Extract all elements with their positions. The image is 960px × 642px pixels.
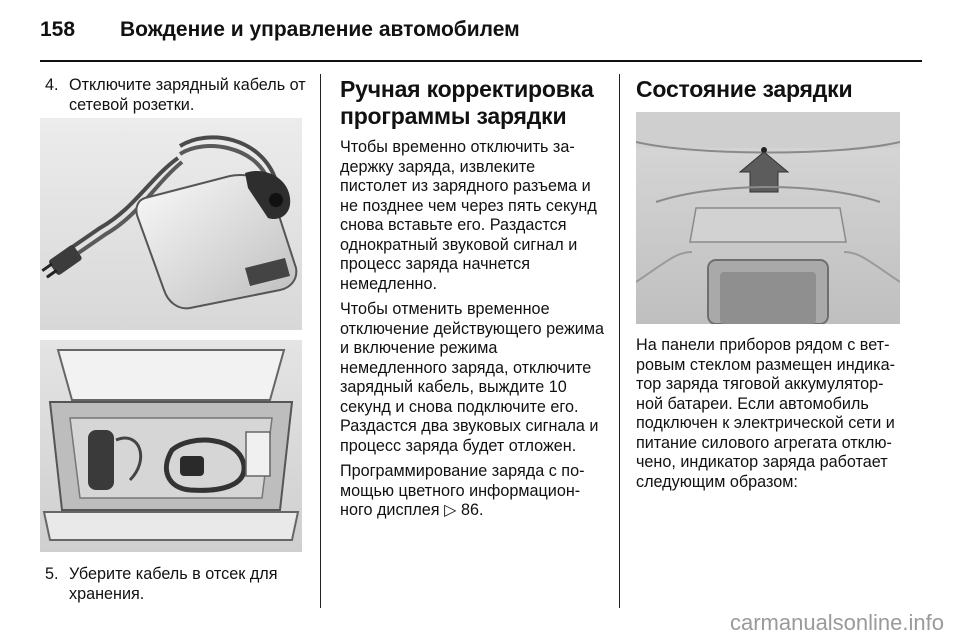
step-5 <box>45 565 307 604</box>
paragraph: Чтобы отменить временное отключение действующего режима и включение режима немедленного заряда, отключите зарядный кабель, выждите 10 секунд и снова подключите его. Раздастся два звуковых сигнала и процесс заряда будет отложен. <box>340 300 604 455</box>
step-4 <box>45 76 307 115</box>
paragraph-with-reference <box>340 462 604 521</box>
trunk-storage-illustration <box>40 340 302 552</box>
trunk-storage-figure <box>40 340 302 552</box>
dashboard-charge-indicator-illustration <box>636 112 900 324</box>
step-text: Отключите зарядный кабель от сетевой розетки. <box>69 76 306 114</box>
right-column <box>636 76 900 113</box>
paragraph: На панели приборов рядом с ветровым стеклом размещен индикатор заряда тяговой аккумуляторной батареи. Если автомобиль подключен к электрической сети и питание силового агрегата отключено, индикатор заряда работает следующим образом: <box>636 336 895 491</box>
header-divider <box>40 60 922 62</box>
chapter-title: Вождение и управление автомобилем <box>120 18 520 41</box>
page-reference-arrow-icon: ▷ <box>444 501 457 519</box>
right-column-text <box>636 336 900 492</box>
charging-cable-unit-illustration <box>40 118 302 330</box>
charging-cable-figure <box>40 118 302 330</box>
page-number: 158 <box>40 18 76 41</box>
section-heading: Состояние зарядки <box>636 76 853 102</box>
paragraph: Чтобы временно отключить задержку заряда, извлеките пистолет из зарядного разъема и не позднее чем через пять секунд снова вставьте его. Раздастся однократный звуковой сигнал и процесс заряда начнется немедленно. <box>340 138 597 293</box>
column-divider-left <box>320 74 321 608</box>
step-number: 4. <box>45 76 59 94</box>
middle-column <box>340 76 604 521</box>
step-text: Уберите кабель в отсек для хранения. <box>69 565 278 603</box>
page-reference-link[interactable]: 86. <box>461 501 484 519</box>
paragraph-text: Программирование заряда с помощью цветного информационного дисплея <box>340 462 585 519</box>
dashboard-figure <box>636 112 900 324</box>
section-heading: Ручная корректировка программы зарядки <box>340 76 594 129</box>
column-divider-right <box>619 74 620 608</box>
step-number: 5. <box>45 565 59 583</box>
watermark: carmanualsonline.info <box>729 610 944 635</box>
page-header <box>40 18 920 48</box>
